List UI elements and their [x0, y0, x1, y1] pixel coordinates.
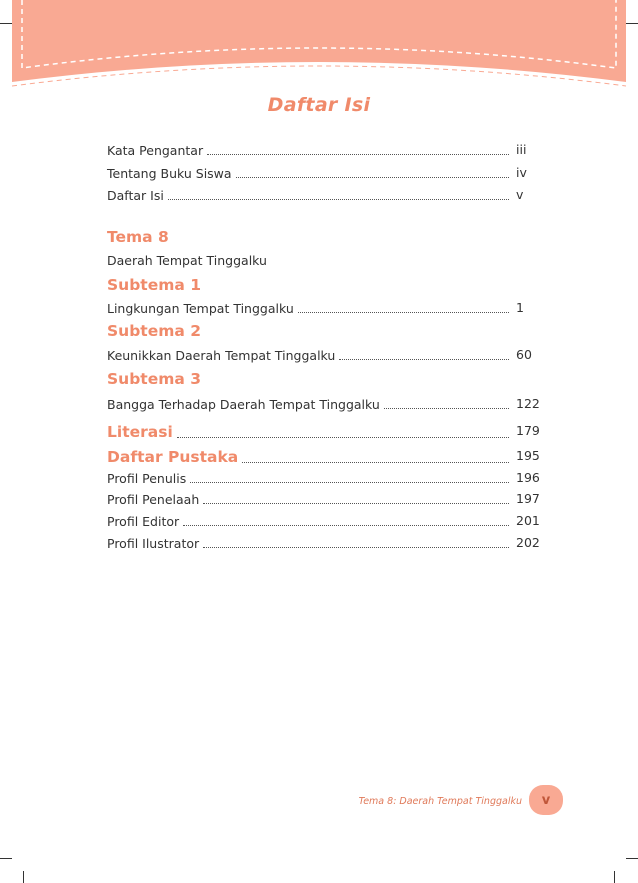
- toc-entry-kata-pengantar[interactable]: [107, 140, 517, 158]
- toc-entry-subtema-3[interactable]: [107, 394, 517, 412]
- dot-leader: [242, 461, 509, 463]
- page-number-badge: v: [529, 785, 563, 815]
- dot-leader: [236, 176, 509, 178]
- tema-subtitle: Daerah Tempat Tinggalku: [107, 253, 267, 268]
- running-title: Tema 8: Daerah Tempat Tinggalku: [358, 796, 522, 807]
- toc-page-number: 179: [516, 423, 540, 438]
- toc-page-number: 196: [516, 470, 540, 485]
- toc-page-number: 195: [516, 448, 540, 463]
- toc-entry-label: Tentang Buku Siswa: [107, 166, 232, 181]
- toc-entry-label: Profil Penulis: [107, 471, 187, 486]
- dot-leader: [183, 524, 509, 526]
- toc-entry-label: Profil Editor: [107, 514, 180, 529]
- toc-page-number: 197: [516, 491, 540, 506]
- toc-entry-profil-penelaah[interactable]: [107, 489, 517, 507]
- toc-page-number: iii: [516, 142, 527, 157]
- toc-entry-subtema-1[interactable]: [107, 298, 517, 316]
- tema-heading: Tema 8: [107, 228, 169, 246]
- toc-page-number: 122: [516, 396, 540, 411]
- dot-leader: [298, 311, 509, 313]
- toc-entry-label: Literasi: [107, 423, 173, 441]
- dot-leader: [207, 153, 509, 155]
- crop-mark: [614, 871, 615, 883]
- toc-page-number: 201: [516, 513, 540, 528]
- toc-entry-profil-penulis[interactable]: [107, 468, 517, 486]
- dot-leader: [177, 436, 509, 438]
- header-banner: [0, 0, 638, 100]
- dot-leader: [339, 358, 509, 360]
- toc-entry-label: Lingkungan Tempat Tinggalku: [107, 301, 294, 316]
- subtema-3-heading: Subtema 3: [107, 370, 202, 388]
- toc-entry-tentang-buku-siswa[interactable]: [107, 163, 517, 181]
- toc-entry-profil-ilustrator[interactable]: [107, 533, 517, 551]
- toc-entry-label: Daftar Pustaka: [107, 448, 239, 466]
- page-title: Daftar Isi: [267, 94, 371, 116]
- toc-entry-profil-editor[interactable]: [107, 511, 517, 529]
- toc-entry-literasi[interactable]: [107, 419, 517, 441]
- toc-entry-label: Bangga Terhadap Daerah Tempat Tinggalku: [107, 397, 380, 412]
- crop-mark: [23, 871, 24, 883]
- subtema-2-heading: Subtema 2: [107, 322, 202, 340]
- dot-leader: [203, 546, 509, 548]
- toc-entry-label: Kata Pengantar: [107, 143, 204, 158]
- crop-mark: [0, 858, 12, 859]
- toc-entry-label: Keunikkan Daerah Tempat Tinggalku: [107, 348, 336, 363]
- toc-page-number: v: [516, 187, 524, 202]
- toc-page-number: iv: [516, 165, 527, 180]
- dot-leader: [190, 481, 509, 483]
- toc-entry-label: Daftar Isi: [107, 188, 164, 203]
- toc-entry-label: Profil Ilustrator: [107, 536, 200, 551]
- crop-mark: [626, 858, 638, 859]
- toc-page-number: 202: [516, 535, 540, 550]
- dot-leader: [384, 407, 509, 409]
- toc-page-number: 60: [516, 347, 532, 362]
- dot-leader: [168, 198, 509, 200]
- dot-leader: [203, 502, 509, 504]
- toc-entry-daftar-isi[interactable]: [107, 185, 517, 203]
- toc-page-number: 1: [516, 300, 524, 315]
- toc-entry-subtema-2[interactable]: [107, 345, 517, 363]
- toc-entry-label: Profil Penelaah: [107, 492, 200, 507]
- toc-entry-daftar-pustaka[interactable]: [107, 444, 517, 466]
- subtema-1-heading: Subtema 1: [107, 276, 202, 294]
